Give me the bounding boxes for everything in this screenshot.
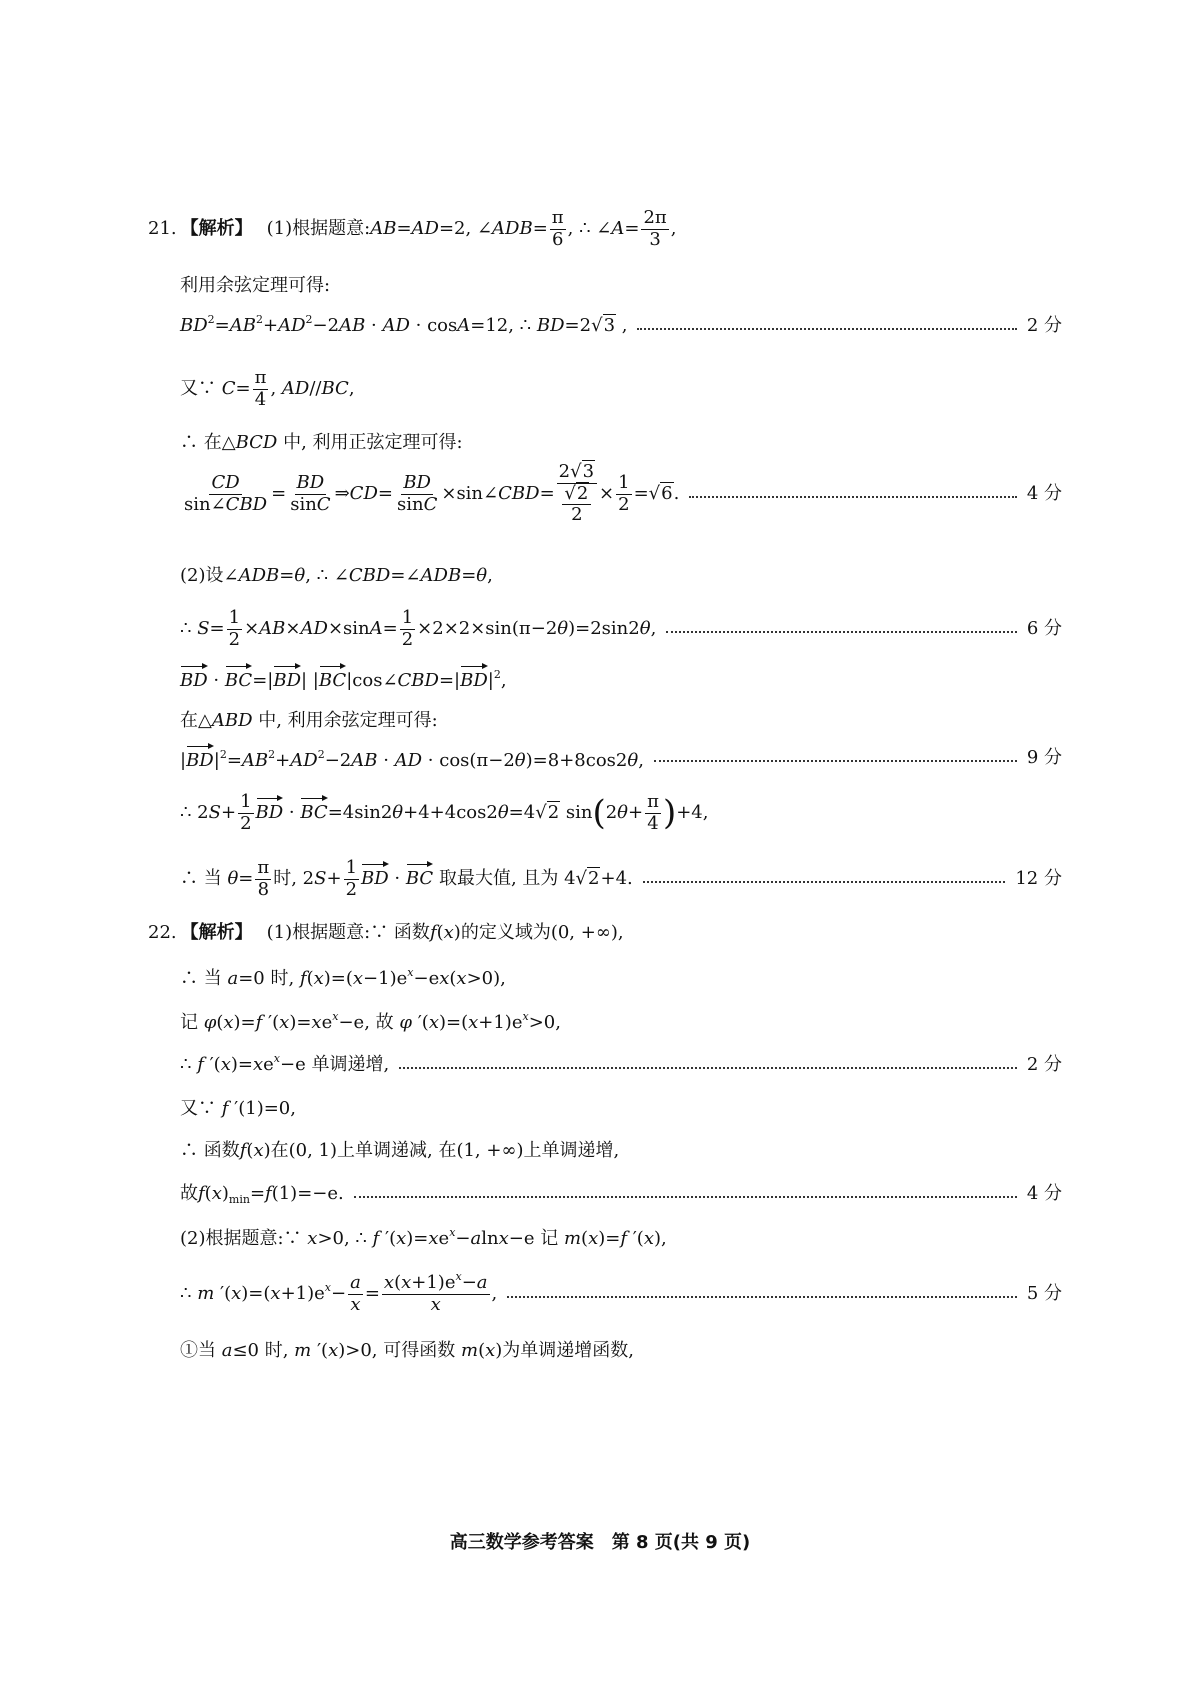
- leader-dots: [399, 1067, 1017, 1069]
- q21-dot-product-line: BD · BC=|BD| $|BC|\cos\angle CBD=|BD|^2$,: [180, 664, 1062, 692]
- q21-triangle-bcd-line: ∴ 在△BCD 中, 利用正弦定理可得:: [180, 432, 463, 453]
- q21-text-cosine-law: 利用余弦定理可得:: [180, 275, 331, 296]
- score-6: 6 分: [1026, 618, 1062, 640]
- q22-tag: 【解析】: [180, 922, 253, 943]
- leader-dots: [643, 881, 1006, 883]
- q22-f-prime-one-line: 又∵ f ′(1)=0,: [180, 1098, 296, 1119]
- score-4: 4 分: [1026, 1183, 1062, 1204]
- q22-part2-setup: (2)根据题意:∵ x>0, ∴ f $'(x)=xe^x-alnx-e$ 记 m(x)=f ′(x),: [180, 1226, 667, 1249]
- score-12: 12 分: [1015, 868, 1062, 890]
- q22-increasing-line: ∴ f $'(x)=xe^x-e$ 单调递增, 2 分: [180, 1052, 1062, 1075]
- leader-dots: [507, 1296, 1017, 1298]
- leader-dots: [637, 328, 1016, 330]
- q21-expression-line: ∴ 2S+ $\frac{1}{2}$ BD · BC=4sin2θ+4+4cos2θ=4√2 sin(2θ+ $\frac{\pi}{4}$ )+4,: [180, 791, 709, 834]
- q22-header: [148, 922, 1062, 944]
- score-4: 4 分: [1026, 483, 1062, 505]
- score-5: 5 分: [1026, 1283, 1062, 1305]
- score-2: 2 分: [1026, 315, 1062, 336]
- score-9: 9 分: [1026, 747, 1062, 768]
- q22-monotonic-line: ∴ 函数f(x)在(0, 1)上单调递减, 在(1, +∞)上单调递增,: [180, 1140, 620, 1161]
- page-footer: 高三数学参考答案 第 8 页(共 9 页): [449, 1532, 751, 1553]
- leader-dots: [654, 760, 1017, 762]
- q22-case1-line: ①当 a≤0 时, m ′(x)>0, 可得函数 m(x)为单调递增函数,: [180, 1340, 634, 1361]
- leader-dots: [666, 631, 1017, 633]
- q21-cd-line: $\frac{CD}{\text{sin∠CBD}}$ = $\frac{BD}{\sin C}$ ⇒CD= $\frac{BD}{\sin C}$ ×sin∠CBD= $\frac{2√3}{\frac{√2}{2}}$ × $\frac{1}{2}$ =√6. 4 分: [184, 461, 1062, 526]
- q22-phi-line: 记 φ(x)=f $'(x)=xe^x-e$, 故 φ $'(x)=(x+1)e^x>0$,: [180, 1010, 561, 1033]
- q21-bd-squared-line: $|BD|^2=AB^2+AD^2-2AB$ · AD · cos(π−2θ)=8+8cos2θ, 9 分: [180, 744, 1062, 772]
- leader-dots: [354, 1196, 1017, 1198]
- q22-part1-given: (1)根据题意:∵ 函数f(x)的定义域为(0, +∞),: [266, 922, 624, 943]
- q21-triangle-abd-line: 在△ABD 中, 利用余弦定理可得:: [180, 710, 438, 731]
- q21-number: 21.: [148, 218, 177, 240]
- q21-bd-line: $BD^2=AB^2+AD^2-2AB$ · AD · cosA=12, ∴ BD=2√3 , 2 分: [180, 313, 1062, 336]
- q21-area-line: ∴ S= $\frac{1}{2}$ ×AB×AD×sinA= $\frac{1}{2}$ ×2×2×sin(π−2θ)=2sin2θ, 6 分: [180, 607, 1062, 650]
- q21-max-line: ∴ 当 θ= $\frac{\pi}{8}$ 时, 2S+ $\frac{1}{2}$ BD · BC 取最大值, 且为 4√2+4. 12 分: [180, 857, 1062, 900]
- q21-part2-setup: (2)设∠ADB=θ, ∴ ∠CBD=∠ADB=θ,: [180, 565, 493, 586]
- q21-part1-given: (1)根据题意:AB=AD=2, ∠ADB= $\frac{\pi}{6}$ , ∴ ∠A= $\frac{2\pi}{3}$ ,: [266, 207, 677, 250]
- q22-min-line: 故$f(x)_{min}=f(1)=-e$. 4 分: [180, 1183, 1062, 1206]
- q22-m-prime-line: ∴ m $'(x)=(x+1)e^x-$ $\frac{a}{x}$ = $\frac{x(x+1)e^x-a}{x}$ , 5 分: [180, 1270, 1062, 1315]
- q21-header: [148, 208, 1062, 250]
- q22-a-zero-line: ∴ 当 a=0 时, $f(x)=(x-1)e^x-ex(x>0)$,: [180, 966, 506, 989]
- q21-tag: 【解析】: [180, 218, 253, 240]
- leader-dots: [689, 496, 1016, 498]
- score-2: 2 分: [1026, 1054, 1062, 1075]
- q22-number: 22.: [148, 922, 177, 943]
- q21-angle-c-line: 又∵ C= $\frac{\pi}{4}$ , AD//BC,: [180, 367, 355, 410]
